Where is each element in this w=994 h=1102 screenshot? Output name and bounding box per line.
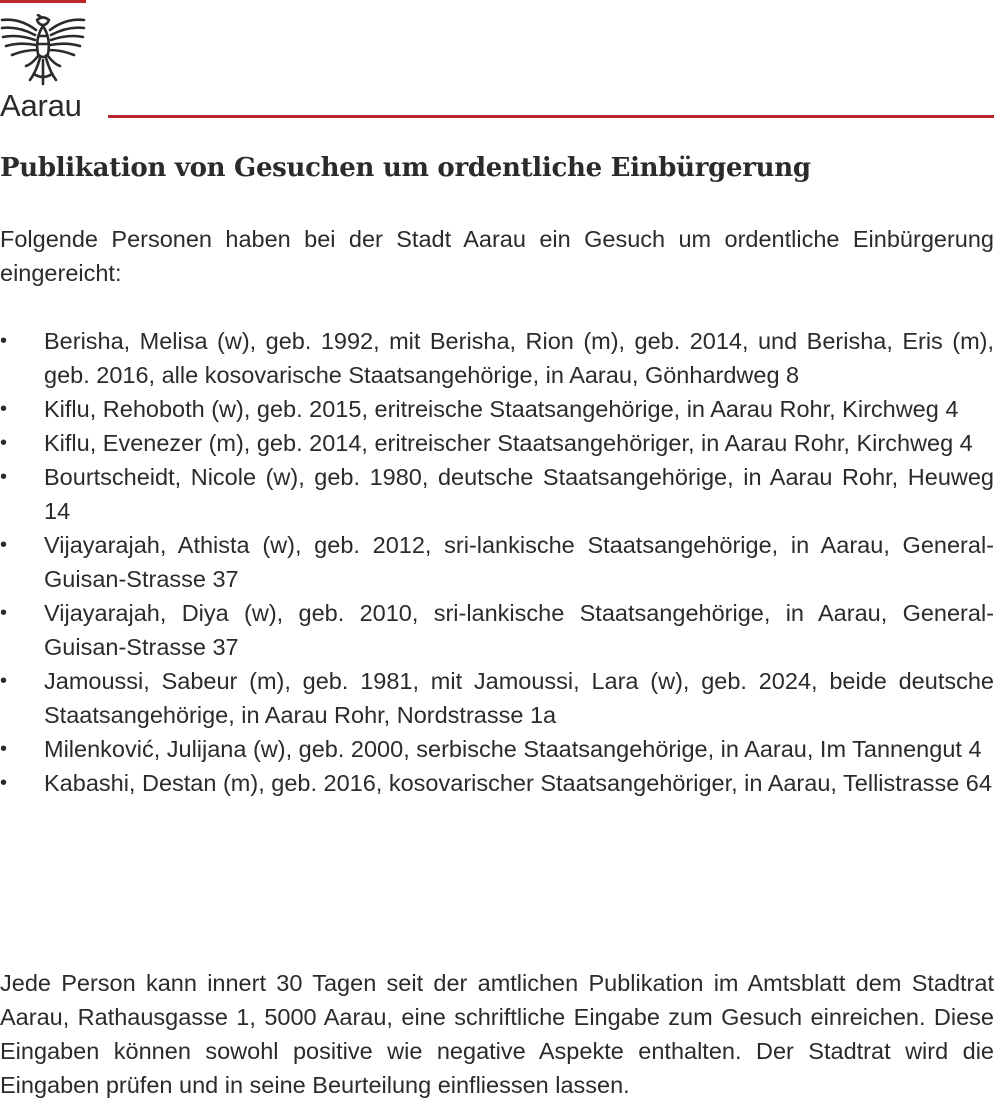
list-item-text: Kiflu, Evenezer (m), geb. 2014, eritreischer Staatsangehöriger, in Aarau Rohr, Kirchweg 4 xyxy=(44,430,973,456)
bullet: • xyxy=(0,602,8,624)
list-item xyxy=(0,392,994,426)
list-item xyxy=(0,732,994,766)
page-title: Publikation von Gesuchen um ordentliche Einbürgerung xyxy=(0,153,811,183)
bullet: • xyxy=(0,772,8,794)
bullet: • xyxy=(0,398,8,420)
closing-paragraph: Jede Person kann innert 30 Tagen seit der amtlichen Publikation im Amtsblatt dem Stadtrat Aarau, Rathausgasse 1, 5000 Aarau, eine schriftliche Eingabe zum Gesuch einreichen. Diese Eingaben können sowohl positive wie negative Aspekte enthalten. Der Stadtrat wird die Eingaben prüfen und in seine Beurteilung einfliessen lassen. xyxy=(0,970,994,1098)
list-item xyxy=(0,664,994,732)
list-item-text: Bourtscheidt, Nicole (w), geb. 1980, deutsche Staatsangehörige, in Aarau Rohr, Heuweg 14 xyxy=(44,464,994,524)
list-item xyxy=(0,766,994,800)
bullet: • xyxy=(0,738,8,760)
bullet: • xyxy=(0,534,8,556)
logo-text: Aarau xyxy=(0,88,82,123)
bullet: • xyxy=(0,466,8,488)
eagle-crest-icon xyxy=(0,14,86,90)
list-item-text: Kiflu, Rehoboth (w), geb. 2015, eritreische Staatsangehörige, in Aarau Rohr, Kirchweg 4 xyxy=(44,396,959,422)
list-item-text: Jamoussi, Sabeur (m), geb. 1981, mit Jamoussi, Lara (w), geb. 2024, beide deutsche Staatsangehörige, in Aarau Rohr, Nordstrasse 1a xyxy=(44,668,994,728)
list-item-text: Milenković, Julijana (w), geb. 2000, serbische Staatsangehörige, in Aarau, Im Tannengut 4 xyxy=(44,736,982,762)
list-item-text: Vijayarajah, Athista (w), geb. 2012, sri-lankische Staatsangehörige, in Aarau, General-Guisan-Strasse 37 xyxy=(44,532,994,592)
list-item-text: Kabashi, Destan (m), geb. 2016, kosovarischer Staatsangehöriger, in Aarau, Tellistrasse 64 xyxy=(44,770,992,796)
bullet: • xyxy=(0,432,8,454)
page-header xyxy=(0,0,994,125)
list-item xyxy=(0,596,994,664)
list-item xyxy=(0,460,994,528)
list-item xyxy=(0,324,994,392)
applicant-list xyxy=(0,324,994,800)
list-item xyxy=(0,426,994,460)
list-item-text: Berisha, Melisa (w), geb. 1992, mit Berisha, Rion (m), geb. 2014, und Berisha, Eris (m), geb. 2016, alle kosovarische Staatsangehörige, in Aarau, Gönhardweg 8 xyxy=(44,328,994,388)
intro-paragraph: Folgende Personen haben bei der Stadt Aarau ein Gesuch um ordentliche Einbürgerung eingereicht: xyxy=(0,226,994,286)
bullet: • xyxy=(0,670,8,692)
bullet: • xyxy=(0,330,8,352)
logo-top-line xyxy=(0,0,86,3)
list-item-text: Vijayarajah, Diya (w), geb. 2010, sri-lankische Staatsangehörige, in Aarau, General-Guisan-Strasse 37 xyxy=(44,600,994,660)
header-divider xyxy=(108,115,994,118)
list-item xyxy=(0,528,994,596)
